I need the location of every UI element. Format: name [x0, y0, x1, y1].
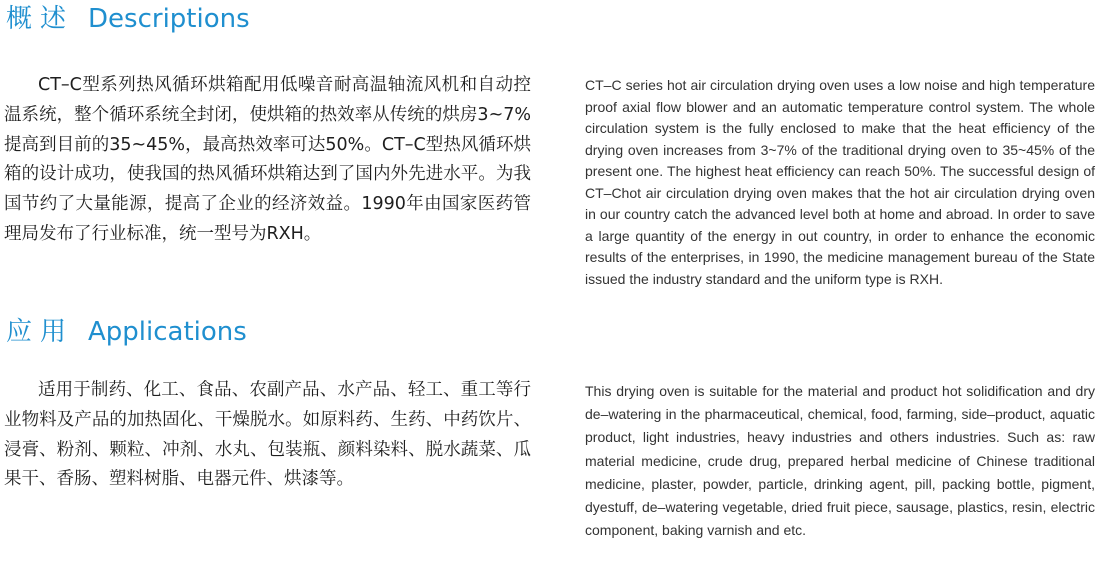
applications-text-zh: 适用于制药、化工、食品、农副产品、水产品、轻工、重工等行业物料及产品的加热固化、干燥脱水。如原料药、生药、中药饮片、浸膏、粉剂、颗粒、冲剂、水丸、包装瓶、颜料染料、脱水蔬菜、瓜果干、香肠、塑料树脂、电器元件、烘漆等。: [4, 380, 531, 490]
applications-text-en: This drying oven is suitable for the material and product hot solidification and dry de–watering in the pharmaceutical, chemical, food, farming, side–product, aquatic product, light industries, heavy industries and others industries. Such as: raw material medicine, crude drug, prepared herbal medicine of Chinese traditional medicine, plaster, powder, particle, drinking agent, pill, packing bottle, pigment, dyestuff, de–watering vegetable, dried fruit piece, sausage, plastics, resin, electric component, baking varnish and etc.: [585, 383, 1095, 539]
applications-heading-en: Applications: [88, 317, 247, 347]
descriptions-heading: [6, 0, 250, 35]
applications-heading: [6, 311, 247, 348]
descriptions-text-en: CT–C series hot air circulation drying oven uses a low noise and high temperature proof axial flow blower and an automatic temperature control system. The whole circulation system is the fully enclosed to make that the heat efficiency of the drying oven increases from 3~7% of the traditional drying oven to 35~45% of the present one. The highest heat efficiency can reach 50%. The successful design of CT–Chot air circulation drying oven makes that the hot air circulation drying oven in our country catch the advanced level both at home and abroad. In order to save a large quantity of the energy in out country, in order to enhance the economic results of the enterprises, in 1990, the medicine management bureau of the State issued the industry standard and the uniform type is RXH.: [585, 77, 1095, 287]
descriptions-heading-en: Descriptions: [88, 4, 250, 34]
descriptions-heading-zh: 概述: [6, 4, 75, 34]
descriptions-text-zh: CT–C型系列热风循环烘箱配用低噪音耐高温轴流风机和自动控温系统，整个循环系统全封闭，使烘箱的热效率从传统的烘房3~7%提高到目前的35~45%，最高热效率可达50%。CT–C型热风循环烘箱的设计成功，使我国的热风循环烘箱达到了国内外先进水平。为我国节约了大量能源，提高了企业的经济效益。1990年由国家医药管理局发布了行业标准，统一型号为RXH。: [4, 75, 531, 244]
applications-heading-zh: 应用: [6, 317, 75, 347]
